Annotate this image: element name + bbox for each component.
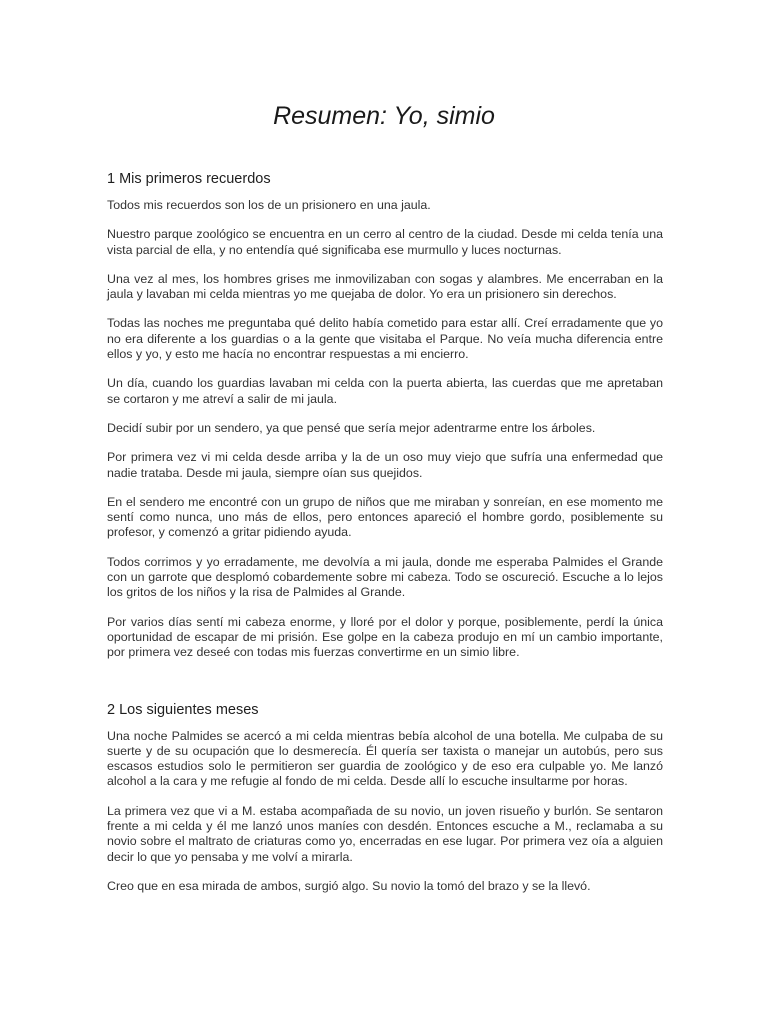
paragraph: Un día, cuando los guardias lavaban mi celda con la puerta abierta, las cuerdas que me apretaban se cortaron y me atreví a salir de mi jaula. [107, 376, 663, 406]
document-title: Resumen: Yo, simio [273, 102, 495, 130]
paragraph: Una noche Palmides se acercó a mi celda mientras bebía alcohol de una botella. Me culpaba de su suerte y de su ocupación que lo desmerecía. Él quería ser taxista o manejar un autobús, pero sus escasos estudios solo le permitieron ser guardia de zoológico y de eso era culpable yo. Me lanzó alcohol a la cara y me refugie al fondo de mi celda. Desde allí lo escuche insultarme por horas. [107, 728, 663, 789]
document-body [107, 170, 663, 908]
paragraph: Todas las noches me preguntaba qué delito había cometido para estar allí. Creí erradamente que yo no era diferente a los guardias o a la gente que visitaba el Parque. No veía mucha diferencia entre ellos y yo, y esto me hacía no encontrar respuestas a mi encierro. [107, 316, 663, 362]
paragraph: Todos corrimos y yo erradamente, me devolvía a mi jaula, donde me esperaba Palmides el Grande con un garrote que desplomó cobardemente sobre mi cabeza. Todo se oscureció. Escuche a lo lejos los gritos de los niños y la risa de Palmides al Grande. [107, 554, 663, 600]
paragraph: Creo que en esa mirada de ambos, surgió algo. Su novio la tomó del brazo y se la llevó. [107, 878, 591, 893]
paragraph: En el sendero me encontré con un grupo de niños que me miraban y sonreían, en ese momento me sentí como nunca, uno más de ellos, pero entonces apareció el hombre gordo, posiblemente su profesor, y comenzó a gritar pidiendo ayuda. [107, 494, 663, 540]
paragraph: La primera vez que vi a M. estaba acompañada de su novio, un joven risueño y burlón. Se sentaron frente a mi celda y él me lanzó unos maníes con desdén. Entonces escuche a M., reclamaba a su novio sobre el maltrato de criaturas como yo, encerradas en ese lugar. Por primera vez oía a alguien decir lo que yo pensaba y me volví a mirarla. [107, 803, 663, 864]
paragraph: Decidí subir por un sendero, ya que pensé que sería mejor adentrarme entre los árboles. [107, 420, 596, 435]
section-2 [107, 701, 663, 895]
section-1 [107, 170, 663, 661]
paragraph: Por varios días sentí mi cabeza enorme, y lloré por el dolor y porque, posiblemente, perdí la única oportunidad de escapar de mi prisión. Ese golpe en la cabeza produjo en mí un cambio importante, por primera vez deseé con todas mis fuerzas convertirme en un simio libre. [107, 614, 663, 660]
paragraph: Una vez al mes, los hombres grises me inmovilizaban con sogas y alambres. Me encerraban en la jaula y lavaban mi celda mientras yo me quejaba de dolor. Yo era un prisionero sin derechos. [107, 271, 663, 302]
paragraph: Todos mis recuerdos son los de un prisionero en una jaula. [107, 198, 431, 212]
section-heading: 2 Los siguientes meses [107, 701, 259, 718]
paragraph: Por primera vez vi mi celda desde arriba y la de un oso muy viejo que sufría una enfermedad que nadie trataba. Desde mi jaula, siempre oían sus quejidos. [107, 450, 663, 480]
paragraph: Nuestro parque zoológico se encuentra en un cerro al centro de la ciudad. Desde mi celda tenía una vista parcial de ella, y no entendía qué significaba ese murmullo y luces nocturnas. [107, 227, 663, 257]
section-heading: 1 Mis primeros recuerdos [107, 171, 271, 187]
